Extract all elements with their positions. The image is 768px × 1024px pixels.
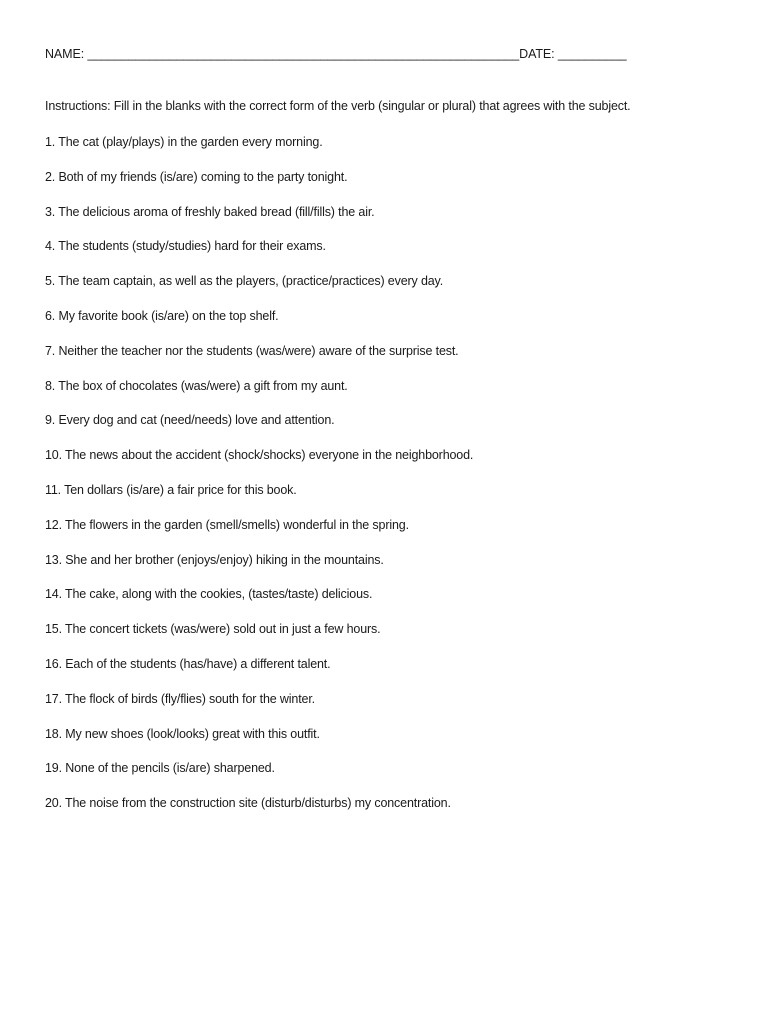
question-item: 20. The noise from the construction site (disturb/disturbs) my concentration. <box>45 796 451 811</box>
instructions-text: Instructions: Fill in the blanks with the correct form of the verb (singular or plural) that agrees with the subject. <box>45 99 631 113</box>
question-item: 19. None of the pencils (is/are) sharpened. <box>45 761 275 776</box>
question-item: 18. My new shoes (look/looks) great with this outfit. <box>45 726 320 741</box>
question-list <box>45 134 473 830</box>
question-item: 5. The team captain, as well as the players, (practice/practices) every day. <box>45 274 444 289</box>
question-item: 10. The news about the accident (shock/shocks) everyone in the neighborhood. <box>45 448 474 463</box>
question-item: 1. The cat (play/plays) in the garden every morning. <box>45 135 323 149</box>
question-item: 7. Neither the teacher nor the students (was/were) aware of the surprise test. <box>45 343 459 358</box>
question-item: 14. The cake, along with the cookies, (tastes/taste) delicious. <box>45 587 373 602</box>
question-item: 15. The concert tickets (was/were) sold out in just a few hours. <box>45 622 381 637</box>
header-line <box>45 47 626 61</box>
question-item: 6. My favorite book (is/are) on the top shelf. <box>45 308 279 323</box>
name-field-label: NAME: _______________________________________________________________ <box>45 47 520 61</box>
question-item: 17. The flock of birds (fly/flies) south for the winter. <box>45 691 315 706</box>
question-item: 4. The students (study/studies) hard for their exams. <box>45 239 326 254</box>
question-item: 11. Ten dollars (is/are) a fair price for this book. <box>45 482 297 497</box>
date-field-label: DATE: __________ <box>519 47 627 61</box>
question-item: 2. Both of my friends (is/are) coming to the party tonight. <box>45 169 348 184</box>
question-item: 16. Each of the students (has/have) a different talent. <box>45 656 331 671</box>
question-item: 3. The delicious aroma of freshly baked bread (fill/fills) the air. <box>45 204 375 219</box>
question-item: 12. The flowers in the garden (smell/smells) wonderful in the spring. <box>45 517 409 532</box>
question-item: 13. She and her brother (enjoys/enjoy) hiking in the mountains. <box>45 552 384 567</box>
question-item: 9. Every dog and cat (need/needs) love and attention. <box>45 413 335 428</box>
question-item: 8. The box of chocolates (was/were) a gift from my aunt. <box>45 378 348 393</box>
